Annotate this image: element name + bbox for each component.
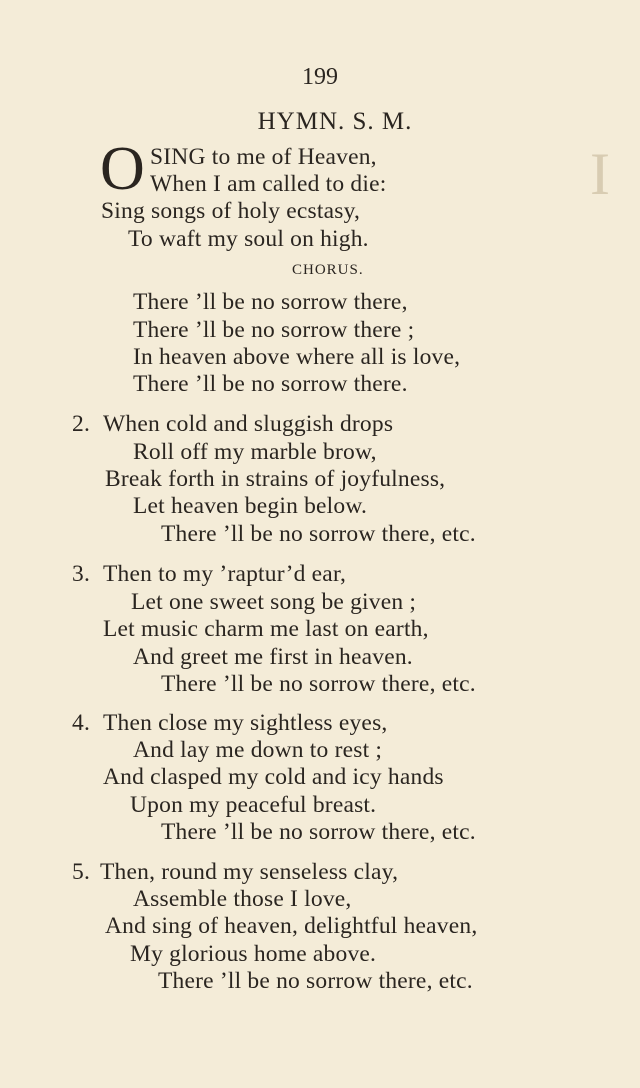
verse-number: 3.: [72, 561, 91, 587]
verse-number: 5.: [72, 859, 91, 885]
verse2-line: Let heaven begin below.: [133, 493, 368, 519]
page-number: 199: [302, 64, 338, 90]
show-through-decoration: I: [590, 141, 610, 207]
verse3-line: Let one sweet song be given ;: [131, 589, 417, 615]
hymn-title: HYMN. S. M.: [257, 108, 413, 135]
chorus-line: In heaven above where all is love,: [133, 344, 461, 370]
chorus-line: There ’ll be no sorrow there.: [133, 371, 408, 397]
verse2-line: Break forth in strains of joyfulness,: [105, 466, 446, 492]
verse3-line: And greet me first in heaven.: [133, 644, 413, 670]
verse1-line: SING to me of Heaven,: [150, 144, 377, 170]
verse4-line: And lay me down to rest ;: [133, 737, 383, 763]
verse3-refrain: There ’ll be no sorrow there, etc.: [161, 671, 476, 697]
verse3-line: Let music charm me last on earth,: [103, 616, 429, 642]
verse2-line: Roll off my marble brow,: [133, 439, 377, 465]
verse1-line: To waft my soul on high.: [128, 226, 369, 252]
verse1-line: When I am called to die:: [150, 171, 387, 197]
verse4-line: Then close my sightless eyes,: [103, 710, 388, 736]
chorus-label: CHORUS.: [292, 262, 364, 278]
chorus-line: There ’ll be no sorrow there ;: [133, 317, 415, 343]
verse3-line: Then to my ’raptur’d ear,: [103, 561, 347, 587]
verse4-line: Upon my peaceful breast.: [130, 792, 377, 818]
verse-number: 2.: [72, 411, 91, 437]
verse5-line: Then, round my senseless clay,: [100, 859, 399, 885]
drop-cap: O: [100, 135, 145, 203]
verse5-line: My glorious home above.: [130, 941, 377, 967]
verse5-line: And sing of heaven, delightful heaven,: [105, 913, 478, 939]
verse2-line: When cold and sluggish drops: [103, 411, 394, 437]
chorus-line: There ’ll be no sorrow there,: [133, 289, 408, 315]
verse4-refrain: There ’ll be no sorrow there, etc.: [161, 819, 476, 845]
verse1-line: Sing songs of holy ecstasy,: [101, 198, 361, 224]
verse2-refrain: There ’ll be no sorrow there, etc.: [161, 521, 476, 547]
verse5-refrain: There ’ll be no sorrow there, etc.: [158, 968, 473, 994]
verse-number: 4.: [72, 710, 91, 736]
verse4-line: And clasped my cold and icy hands: [103, 764, 444, 790]
verse5-line: Assemble those I love,: [133, 886, 352, 912]
